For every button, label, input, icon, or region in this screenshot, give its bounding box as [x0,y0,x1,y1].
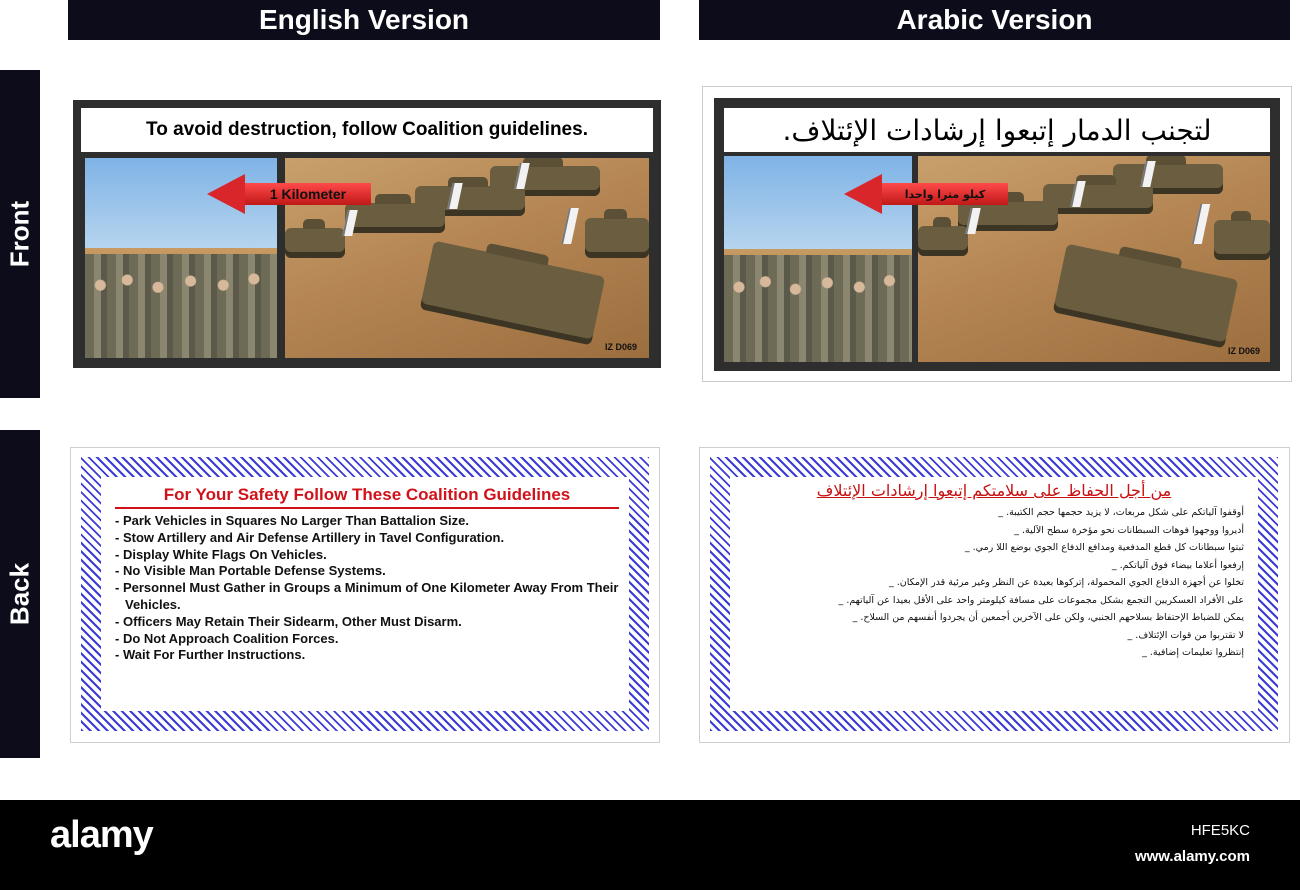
soldiers-group [85,254,277,358]
english-version-header: English Version [68,0,660,40]
front-english-card [73,100,661,368]
front-english-title: To avoid destruction, follow Coalition guidelines. [81,108,653,152]
list-item: إنتظروا تعليمات إضافية. _ [744,644,1244,662]
back-row-label [0,430,40,758]
tank-4 [285,228,345,258]
list-item: ثبتوا سبطانات كل قطع المدفعية ومدافع الدفاع الجوي بوضع اللا رمي. _ [744,539,1244,557]
guidelines-list [115,513,619,664]
list-item: - Park Vehicles in Squares No Larger Than Battalion Size. [115,513,619,530]
arrow-head-icon [844,174,882,214]
soldiers-group [724,255,912,362]
arrow-head-icon [207,174,245,214]
tank-5 [585,218,649,258]
list-item: - Stow Artillery and Air Defense Artillery in Tavel Configuration. [115,530,619,547]
arrow-label: كيلو مترا واحدا [882,183,1008,205]
list-item: على الأفراد العسكريين التجمع بشكل مجموعات على مسافة كيلومتر واحد على الأقل بعيدا عن آلياتهم. _ [744,592,1244,610]
stock-footer [0,800,1300,890]
front-label-text: Front [4,200,35,268]
image-id: HFE5KC [1190,822,1250,839]
front-arabic-title: لتجنب الدمار إتبعوا إرشادات الإئتلاف. [724,108,1270,152]
list-item: أديروا ووجهوا فوهات السبطانات نحو مؤخرة سطح الآلية. _ [744,522,1244,540]
list-item: لا تقتربوا من قوات الإئتلاف. _ [744,627,1244,645]
list-item: - Wait For Further Instructions. [115,647,619,664]
leaflet-code: IZ D069 [1227,346,1260,356]
list-item: يمكن للضباط الإحتفاظ بسلاحهم الجنبي، ولكن على الآخرين أجمعين أن يجردوا أنفسهم من السلاح. _ [744,609,1244,627]
list-item: أوقفوا آلياتكم على شكل مربعات، لا يزيد حجمها حجم الكتيبة. _ [744,504,1244,522]
alamy-logo: alamy [50,814,153,856]
list-item: - Personnel Must Gather in Groups a Minimum of One Kilometer Away From Their Vehicles. [115,580,619,614]
front-row-label [0,70,40,398]
tank-4 [918,226,968,256]
guidelines-list [744,504,1244,662]
list-item: - No Visible Man Portable Defense Systems. [115,563,619,580]
arabic-version-header: Arabic Version [699,0,1290,40]
back-english-heading: For Your Safety Follow These Coalition Guidelines [115,485,619,509]
site-url: www.alamy.com [1134,848,1250,865]
back-arabic-heading: من أجل الحفاظ على سلامتكم إتبعوا إرشادات الإئتلاف [816,481,1172,500]
back-arabic-card [699,447,1290,743]
front-arabic-card [714,98,1280,371]
distance-arrow [207,174,371,214]
list-item: - Display White Flags On Vehicles. [115,547,619,564]
tank-2 [1043,184,1153,214]
back-english-card [70,447,660,743]
distance-arrow [844,174,1008,214]
list-item: إرفعوا أعلاما بيضاء فوق آلياتكم. _ [744,557,1244,575]
list-item: - Do Not Approach Coalition Forces. [115,631,619,648]
back-label-text: Back [4,562,35,626]
tank-5 [1214,220,1270,260]
arrow-label: 1 Kilometer [245,183,371,205]
leaflet-code: IZ D069 [604,342,637,352]
back-arabic-content [730,477,1258,711]
list-item: تخلوا عن أجهزة الدفاع الجوي المحمولة، إتركوها بعيدة عن النظر وغير مرئية قدر الإمكان. _ [744,574,1244,592]
back-english-content [101,477,629,711]
list-item: - Officers May Retain Their Sidearm, Other Must Disarm. [115,614,619,631]
